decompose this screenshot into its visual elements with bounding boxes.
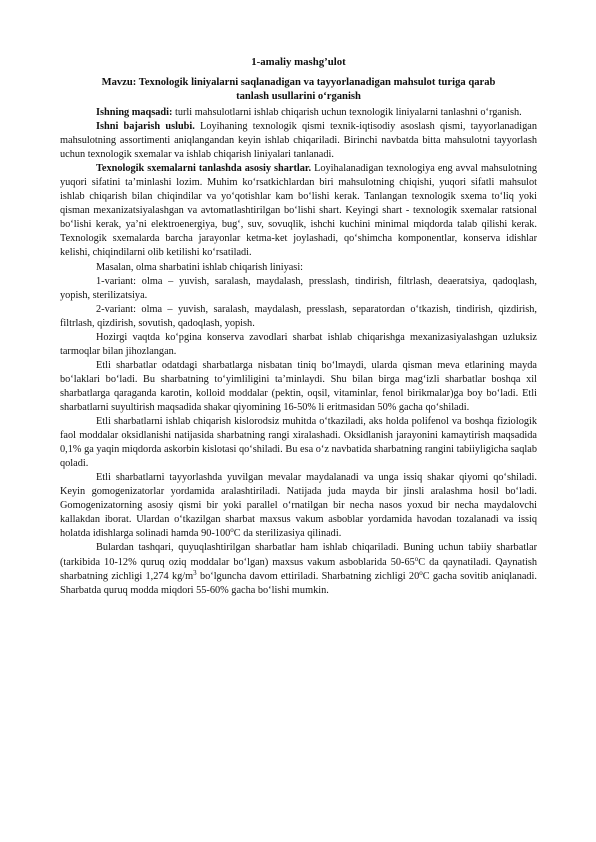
paragraph-method-text: Loyihaning texnologik qismi texnik-iqtisodiy asoslash qismi, tayyorlanadigan mahsulotning assortimenti aniqlangandan keyin ishlab chiqariladi. Birinchi navbatda bitta mahsulotni tayyorlash uchun texnologik sxemalar va ishlab chiqarish liniyalari tanlanadi. <box>60 121 537 161</box>
page-title: 1-amaliy mashg’ulot <box>251 56 346 68</box>
paragraph-conditions <box>60 162 537 260</box>
homogenization-text-b: C da sterilizasiya qilinadi. <box>233 528 342 540</box>
paragraph-variant-1: 1-variant: olma – yuvish, saralash, maydalash, presslash, tindirish, filtrlash, deaeratsiya, qadoqlash, yopish, sterilizatsiya. <box>60 275 537 301</box>
degree-mark: o <box>230 526 234 535</box>
paragraph-example: Masalan, olma sharbatini ishlab chiqarish liniyasi: <box>96 261 304 273</box>
paragraph-factories: Hozirgi vaqtda ko‘pgina konserva zavodlari sharbat ishlab chiqarishga mexanizasiyalashgan uzluksiz tarmoqlar bilan jihozlangan. <box>60 331 537 357</box>
paragraph-oxygen-free: Etli sharbatlarni ishlab chiqarish kislorodsiz muhitda o‘tkaziladi, aks holda polifenol va boshqa fiziologik faol moddalar oksidlanishi natijasida sharbatning rangi xiralashadi. Oksidlanish jarayonini kamaytirish maqsadida 0,1% ga yaqin miqdorda askorbin kislotasi qo‘shiladi. Bu esa o‘z navbatida sharbatning rangini tabiiyligicha saqlab qoladi. <box>60 416 537 470</box>
concentrated-text-a: Bulardan tashqari, quyuqlashtirilgan sharbatlar ham ishlab chiqariladi. Buning uchun tabiiy sharbatlar (tarkibida 10-12% quruq oziq moddalar bo‘lgan) maxsus vakum asboblarida 50-65 <box>60 542 537 568</box>
subject-line-1: Mavzu: Texnologik liniyalarni saqlanadigan va tayyorlanadigan mahsulot turiga qarab <box>101 77 496 88</box>
paragraph-homogenization <box>60 471 537 541</box>
subject-line-2: tanlash usullarini o‘rganish <box>236 91 361 102</box>
homogenization-text-a: Etli sharbatlarni tayyorlashda yuvilgan mevalar maydalanadi va unga issiq shakar qiyomi qo‘shiladi. Keyin gomogenizatorlar yordamida aralashtiriladi. Natijada juda mayda bir jinsli aralashma hosil bo‘ladi. Gomogenizatorning asosiy qismi bir yoki parallel o‘rnatilgan bir necha nasos yoxud bir necha maydalovchi kallakdan iborat. Ulardan o‘tkazilgan sharbat maxsus vakum asboblar yordamida havodan tozalanadi va issiq holatda idishlarga solinadi hamda 90-100 <box>60 472 537 540</box>
degree-mark: o <box>414 554 419 563</box>
concentrated-text-b: C da qaynatiladi. Qaynatish sharbatning zichligi 1,274 kg/m <box>60 556 537 582</box>
concentrated-text-c: bo‘lguncha davom ettiriladi. Sharbatning zichligi 20 <box>196 570 420 582</box>
paragraph-pulp-juices: Etli sharbatlar odatdagi sharbatlarga nisbatan tiniq bo‘lmaydi, ularda qisman meva etlarining mayda bo‘laklari bo‘ladi. Bu sharbatning to‘yimliligini ta’minlaydi. Shu bilan birga mag‘izli sharbatlar boshqa xil sharbatlarga qaraganda karotin, kolloid moddalar (pektin, oqsil, vitaminlar, fenol birikmalar)ga boy bo‘ladi. Etli sharbatlarni suyultirish maqsadida shakar qiyomining 16-50% li eritmasidan 50% gacha qo‘shiladi. <box>60 359 537 413</box>
subject-heading <box>60 76 537 104</box>
paragraph-method <box>60 120 537 162</box>
paragraph-goal-lead: Ishning maqsadi: <box>96 107 173 118</box>
paragraph-conditions-text: Loyihalanadigan texnologiya eng avval mahsulotning yuqori sifatini ta’minlashi lozim. Muhim ko‘rsatkichlardan biri mahsulotning chiqishi, yuqori sifatli mahsulot ishlab chiqarish bilan chiqindilar va yo‘qotishlar kam bo‘lishi kerak. Tanlangan texnologik sxema to‘liq yoki qisman mexanizatsiyalashgan va avtomatlashtirilgan bo‘lishi shart. Keyingi shart - texnologik sxemalar ratsional bo‘lishi kerak, ya’ni elektroenergiya, bug‘, suv, sovuqlik, ishchi kuchini minimal miqdorda talab qilishi kerak. Texnologik sxemalarda barcha jarayonlar ketma-ket joylashadi, qo‘shimcha komponentlar, konserva idishlar kelishi, chiqindilarni olib ketilishi ko‘rsatiladi. <box>60 163 537 259</box>
cubic-exponent: 3 <box>193 568 197 577</box>
paragraph-method-lead: Ishni bajarish uslubi. <box>96 121 195 133</box>
paragraph-variant-2: 2-variant: olma – yuvish, saralash, maydalash, presslash, separatordan o‘tkazish, tindirish, qizdirish, filtrlash, qizdirish, sovutish, qadoqlash, yopish. <box>60 303 537 329</box>
concentrated-text-d: C gacha sovitib aniqlanadi. Sharbatda quruq modda miqdori 55-60% gacha bo‘lishi mumkin. <box>60 570 537 596</box>
paragraph-concentrated <box>60 541 537 597</box>
paragraph-goal-text: turli mahsulotlarni ishlab chiqarish uchun texnologik liniyalarni tanlashni o‘rganish. <box>172 107 522 118</box>
paragraph-goal <box>60 106 537 120</box>
degree-mark: o <box>419 568 423 577</box>
paragraph-conditions-lead: Texnologik sxemalarni tanlashda asosiy shartlar. <box>96 163 312 175</box>
